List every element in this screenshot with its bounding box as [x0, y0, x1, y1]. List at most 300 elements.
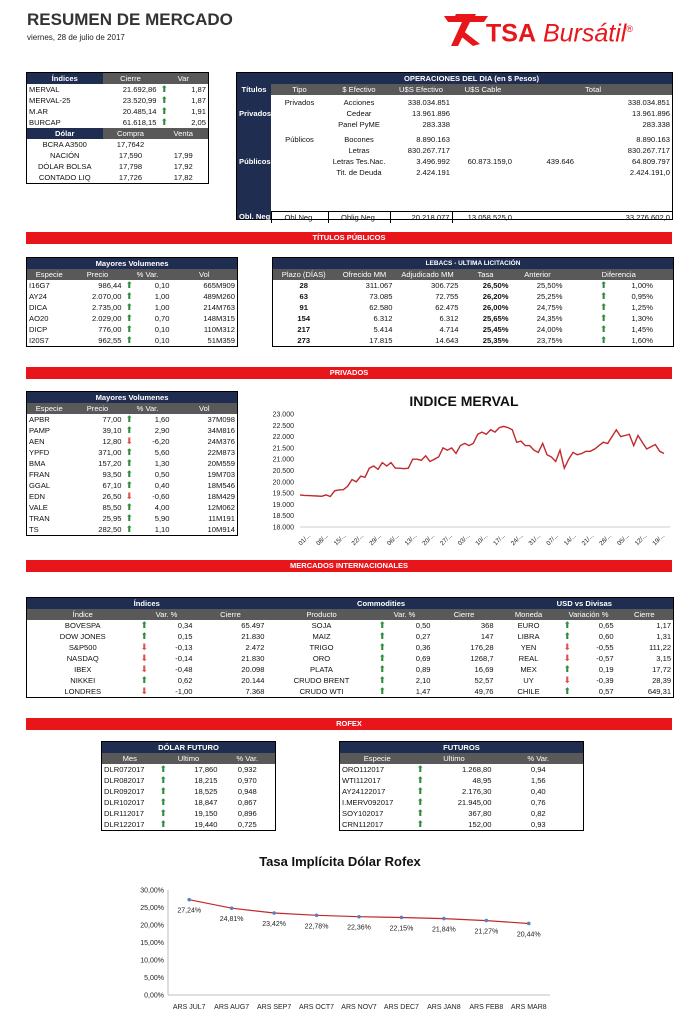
arrow-up-icon: ⬆ — [599, 313, 608, 323]
index-close: 21.830 — [241, 654, 265, 663]
column-header: Ofrecido MM — [335, 269, 395, 280]
currency-close: 28,39 — [652, 676, 672, 685]
arrow-down-icon: ⬇ — [563, 675, 572, 685]
variation-cell — [124, 469, 172, 480]
arrow-up-icon: ⬆ — [125, 524, 134, 534]
anterior: 24,75% — [536, 303, 563, 312]
arrow-down-icon: ⬇ — [563, 653, 572, 663]
x-tick-label: 14/... — [562, 532, 578, 548]
table-row — [27, 609, 674, 620]
data-label: 21,27% — [474, 928, 499, 936]
arrow-up-icon: ⬆ — [159, 764, 168, 774]
variation-value: 0,19 — [598, 665, 614, 674]
anterior: 25,50% — [536, 281, 563, 290]
currency-close: 17,72 — [652, 665, 672, 674]
data-point — [187, 898, 191, 902]
y-tick-label: 0,00% — [144, 992, 164, 1000]
spacer — [390, 178, 452, 189]
x-tick-label: 28/... — [598, 532, 614, 548]
logo-trademark: ® — [626, 24, 633, 34]
dolar-venta — [159, 139, 209, 150]
index-close: 61.618,15 — [122, 118, 157, 127]
section-label: Privados — [239, 109, 271, 118]
dolar-venta: 17,92 — [173, 162, 193, 171]
y-tick-label: 22.000 — [272, 434, 294, 442]
indices-header: Índices — [27, 73, 103, 85]
spacer — [328, 200, 390, 211]
table-row — [273, 291, 674, 302]
table-row — [237, 167, 672, 178]
variation-value: 1,10 — [154, 525, 170, 534]
precio: 776,00 — [98, 325, 122, 334]
spacer — [271, 178, 328, 189]
precio: 39,10 — [102, 426, 122, 435]
especie: I.MERV092017 — [342, 798, 394, 807]
diferencia-value: 1,45% — [631, 325, 653, 334]
variation-value: -1,00 — [175, 687, 193, 696]
table-row — [237, 108, 672, 119]
commodity-name: TRIGO — [309, 643, 334, 652]
column-header: Plazo (DÍAS) — [273, 269, 335, 280]
table-row — [27, 436, 238, 447]
section-label — [237, 134, 271, 145]
ops-cable — [452, 108, 514, 119]
precio: 962,55 — [98, 336, 122, 345]
table-row — [237, 211, 672, 223]
data-label: 23,42% — [262, 921, 286, 929]
y-tick-label: 20.500 — [272, 468, 294, 475]
variation-cell — [159, 84, 209, 95]
especie: AEN — [29, 437, 45, 446]
variation-cell — [139, 631, 195, 642]
variation-cell — [159, 117, 209, 128]
variacion: 0,93 — [530, 820, 546, 829]
variation-value: 2,10 — [415, 676, 431, 685]
x-tick-label: 01/... — [297, 532, 313, 548]
x-tick-label: 31/... — [527, 532, 543, 548]
ops-total: 830.267.717 — [627, 146, 670, 155]
variation-cell — [377, 642, 433, 653]
ops-usd-cable — [514, 145, 576, 156]
especie: BMA — [29, 459, 46, 468]
table-row — [237, 145, 672, 156]
variation-cell — [562, 653, 616, 664]
especie: YPFD — [29, 448, 50, 457]
ofrecido: 73.085 — [369, 292, 393, 301]
variation-value: -6,20 — [152, 437, 170, 446]
intl-commodities-header: Commodities — [267, 598, 496, 610]
variation-value: 0,65 — [598, 621, 614, 630]
tasa: 25,65% — [482, 314, 509, 323]
ops-usd-efectivo: 338.034.851 — [407, 98, 450, 107]
variation-cell — [124, 324, 172, 335]
variation-value: 0,10 — [154, 336, 170, 345]
commodity-close: 368 — [480, 621, 494, 630]
rofex-rate-chart — [120, 850, 570, 1020]
futuros-table — [339, 741, 584, 831]
international-table — [26, 597, 674, 698]
diferencia — [565, 313, 674, 324]
ops-total: 2.424.191,0 — [629, 168, 670, 177]
especie: TS — [29, 525, 39, 534]
ops-producto: Bocones — [344, 135, 374, 144]
table-row — [27, 491, 238, 502]
spacer — [237, 200, 271, 211]
table-row — [340, 819, 584, 831]
section-bar-internacionales: MERCADOS INTERNACIONALES — [26, 560, 672, 572]
volumen: 19M703 — [207, 470, 235, 479]
variation-cell — [124, 280, 172, 291]
variation-cell — [158, 797, 220, 808]
variation-cell — [562, 620, 616, 631]
variation-value: 19,440 — [194, 820, 218, 829]
ops-tipo — [271, 119, 328, 130]
variation-cell — [139, 642, 195, 653]
variation-value: 0,50 — [415, 621, 431, 630]
column-header: Anterior — [511, 269, 565, 280]
y-tick-label: 20.000 — [272, 479, 294, 487]
column-header: Vol — [172, 403, 238, 414]
column-header: % Var. — [220, 753, 276, 764]
ops-empty — [514, 119, 576, 130]
spacer — [576, 200, 672, 211]
ops-tipo — [271, 167, 328, 178]
currency-close: 649,31 — [647, 687, 672, 696]
spacer — [237, 189, 271, 200]
arrow-up-icon: ⬆ — [125, 502, 134, 512]
table-row — [27, 302, 238, 313]
especie: SOY102017 — [342, 809, 384, 818]
variacion: 0,94 — [530, 765, 546, 774]
plazo: 217 — [297, 325, 311, 334]
variation-value: -0,13 — [175, 643, 193, 652]
table-row — [27, 269, 238, 280]
currency-name: YEN — [520, 643, 537, 652]
table-row — [27, 620, 674, 631]
variation-cell — [415, 786, 494, 797]
commodity-close: 49,76 — [474, 687, 494, 696]
y-tick-label: 19.500 — [272, 490, 294, 498]
mes: DLR092017 — [104, 787, 145, 796]
x-tick-label: 29/... — [368, 532, 384, 548]
futuros-title: FUTUROS — [340, 742, 584, 754]
mes: DLR112017 — [104, 809, 144, 818]
variacion: 1,56 — [530, 776, 546, 785]
operaciones-title: OPERACIONES DEL DIA (en $ Pesos) — [271, 73, 672, 84]
column-header: Cierre — [195, 609, 267, 620]
variation-value: -0,55 — [596, 643, 614, 652]
section-label — [237, 97, 271, 108]
ops-usd-efectivo: 13.961.896 — [411, 109, 450, 118]
dolar-name: CONTADO LIQ — [38, 173, 91, 182]
table-row — [102, 753, 276, 764]
variation-cell — [139, 620, 195, 631]
data-label: 21,84% — [432, 926, 456, 934]
ops-empty — [514, 108, 576, 119]
variation-cell — [139, 686, 195, 698]
data-point — [357, 915, 361, 919]
variacion: 0,76 — [530, 798, 546, 807]
variacion: 0,867 — [237, 798, 257, 807]
adjudicado: 6.312 — [439, 314, 459, 323]
table-row — [27, 631, 674, 642]
especie: DICA — [29, 303, 48, 312]
commodity-close: 16,69 — [474, 665, 494, 674]
table-row — [27, 139, 209, 150]
table-row — [27, 291, 238, 302]
volumen: 10M914 — [207, 525, 235, 534]
table-row — [27, 95, 209, 106]
ofrecido: 6.312 — [373, 314, 393, 323]
commodity-name: CRUDO WTI — [299, 687, 344, 696]
arrow-up-icon: ⬆ — [416, 786, 425, 796]
table-row — [273, 324, 674, 335]
chart-title: INDICE MERVAL — [409, 393, 519, 409]
arrow-up-icon: ⬆ — [159, 786, 168, 796]
ops-tipo: Públicos — [285, 135, 314, 144]
arrow-up-icon: ⬆ — [378, 631, 387, 641]
ops-obl-cable: 13.058.525,0 — [452, 211, 514, 223]
arrow-down-icon: ⬇ — [125, 436, 134, 446]
table-row — [102, 786, 276, 797]
x-tick-label: 27/... — [438, 532, 454, 548]
column-header: Mes — [102, 753, 158, 764]
variation-value: 17,860 — [194, 765, 218, 774]
section-bar-privados: PRIVADOS — [26, 367, 672, 379]
ops-usd-efectivo: 283.338 — [422, 120, 450, 129]
data-label: 22,15% — [389, 925, 414, 933]
table-row — [27, 403, 238, 414]
index-close: 20.098 — [241, 665, 265, 674]
ops-usd-efectivo: 2.424.191 — [416, 168, 450, 177]
column-header: Cierre — [433, 609, 496, 620]
precio: 2.070,00 — [91, 292, 122, 301]
logo-text: Bursátil — [542, 19, 627, 48]
y-tick-label: 21.000 — [272, 456, 294, 464]
variation-value: 5,60 — [154, 448, 170, 457]
spacer — [576, 178, 672, 189]
data-point — [315, 913, 319, 917]
spacer — [452, 178, 514, 189]
ops-cable — [452, 97, 514, 108]
arrow-up-icon: ⬆ — [563, 686, 572, 696]
especie: DICP — [29, 325, 48, 334]
ops-obl-usd_ef: 20.218.077 — [390, 211, 452, 223]
variation-cell — [124, 491, 172, 502]
publicos-volumes-table — [26, 257, 238, 347]
ops-usd-efectivo: 830.267.717 — [407, 146, 450, 155]
variation-value: 2.176,30 — [461, 787, 492, 796]
index-name: IBEX — [74, 665, 92, 674]
variation-value: 0,60 — [598, 632, 614, 641]
table-row — [27, 106, 209, 117]
variation-value: 1,47 — [415, 687, 431, 696]
variation-cell — [124, 414, 172, 425]
data-point — [527, 922, 531, 926]
precio: 2.029,00 — [91, 314, 122, 323]
arrow-up-icon: ⬆ — [125, 458, 134, 468]
table-row — [27, 675, 674, 686]
variation-value: 0,34 — [177, 621, 193, 630]
table-row — [27, 642, 674, 653]
ops-tipo — [271, 108, 328, 119]
especie: FRAN — [29, 470, 50, 479]
diferencia-value: 1,60% — [631, 336, 653, 345]
diferencia-value: 1,00% — [631, 281, 653, 290]
diferencia-value: 1,30% — [631, 314, 653, 323]
commodity-name: CRUDO BRENT — [293, 676, 350, 685]
precio: 12,80 — [102, 437, 122, 446]
variation-value: 1,60 — [154, 415, 170, 424]
arrow-up-icon: ⬆ — [160, 84, 169, 94]
variation-value: 0,70 — [154, 314, 170, 323]
spacer — [328, 178, 390, 189]
variation-cell — [124, 335, 172, 347]
venta-header: Venta — [159, 128, 209, 139]
var-header: Var — [159, 73, 209, 85]
y-tick-label: 18.000 — [272, 524, 294, 532]
diferencia — [565, 280, 674, 291]
index-name: NIKKEI — [70, 676, 96, 685]
index-name: DOW JONES — [59, 632, 106, 641]
table-row — [237, 200, 672, 211]
column-header: Tasa — [461, 269, 511, 280]
table-row — [273, 269, 674, 280]
plazo: 273 — [297, 336, 311, 345]
x-tick-label: 05/... — [615, 532, 631, 548]
ops-total: 8.890.163 — [636, 135, 670, 144]
precio: 67,10 — [102, 481, 122, 490]
ops-producto: Acciones — [343, 98, 375, 107]
precio: 157,20 — [98, 459, 122, 468]
plazo: 154 — [297, 314, 311, 323]
especie: I20S7 — [29, 336, 49, 345]
arrow-up-icon: ⬆ — [563, 631, 572, 641]
index-close: 65.497 — [241, 621, 265, 630]
variation-cell — [377, 675, 433, 686]
variation-cell — [124, 513, 172, 524]
y-tick-label: 19.000 — [272, 501, 294, 509]
y-tick-label: 15,00% — [140, 940, 164, 947]
privados-volumes-title: Mayores Volumenes — [27, 392, 238, 404]
volumen: 22M873 — [207, 448, 235, 457]
column-header: Adjudicado MM — [395, 269, 461, 280]
column-header: % Var. — [124, 269, 172, 280]
variation-cell — [415, 808, 494, 819]
variation-cell — [124, 425, 172, 436]
column-header: Especie — [27, 269, 72, 280]
variation-value: 1,00 — [154, 303, 170, 312]
plazo: 91 — [299, 303, 308, 312]
mes: DLR082017 — [104, 776, 145, 785]
arrow-up-icon: ⬆ — [160, 95, 169, 105]
variation-cell — [124, 291, 172, 302]
especie: VALE — [29, 503, 48, 512]
table-row — [27, 150, 209, 161]
y-tick-label: 20,00% — [140, 922, 164, 930]
variation-cell — [158, 786, 220, 797]
operaciones-table — [237, 84, 672, 95]
arrow-up-icon: ⬆ — [160, 106, 169, 116]
arrow-down-icon: ⬇ — [563, 642, 572, 652]
table-row — [27, 313, 238, 324]
adjudicado: 62.475 — [435, 303, 459, 312]
arrow-up-icon: ⬆ — [125, 425, 134, 435]
ops-total: 64.809.797 — [631, 157, 670, 166]
y-tick-label: 30,00% — [140, 887, 164, 895]
arrow-up-icon: ⬆ — [416, 764, 425, 774]
arrow-up-icon: ⬆ — [125, 469, 134, 479]
adjudicado: 72.755 — [435, 292, 459, 301]
dolar-compra: 17,590 — [118, 151, 143, 160]
variation-value: 0,15 — [177, 632, 193, 641]
intl-usd-header: USD vs Divisas — [496, 598, 674, 610]
table-row — [102, 775, 276, 786]
table-row — [27, 172, 209, 184]
especie: I16G7 — [29, 281, 50, 290]
dolar-name: NACIÓN — [49, 151, 80, 160]
table-row — [27, 513, 238, 524]
arrow-down-icon: ⬇ — [125, 491, 134, 501]
table-row — [102, 808, 276, 819]
table-row — [27, 161, 209, 172]
variation-cell — [562, 642, 616, 653]
arrow-up-icon: ⬆ — [140, 675, 149, 685]
arrow-up-icon: ⬆ — [125, 414, 134, 424]
arrow-up-icon: ⬆ — [125, 480, 134, 490]
x-tick-label: ARS AUG7 — [214, 1004, 250, 1011]
arrow-up-icon: ⬆ — [125, 302, 134, 312]
table-row — [27, 84, 209, 95]
variacion: 0,82 — [530, 809, 546, 818]
arrow-up-icon: ⬆ — [160, 117, 169, 127]
column-header: Precio — [72, 269, 124, 280]
column-header: Ultimo — [415, 753, 494, 764]
index-close: 23.520,99 — [122, 96, 157, 105]
x-tick-label: 10/... — [474, 532, 490, 548]
column-header: Ultimo — [158, 753, 220, 764]
plazo: 28 — [299, 281, 308, 290]
spacer — [328, 189, 390, 200]
variation-value: 0,69 — [415, 654, 431, 663]
table-row — [27, 425, 238, 436]
table-row — [340, 786, 584, 797]
ops-usd-cable — [514, 134, 576, 145]
volumen: 665M909 — [203, 281, 235, 290]
spacer — [390, 189, 452, 200]
volumen: 20M559 — [207, 459, 235, 468]
table-row — [27, 335, 238, 347]
dolar-header: Dólar — [27, 128, 103, 139]
ops-cable — [452, 145, 514, 156]
arrow-up-icon: ⬆ — [563, 664, 572, 674]
table-row — [340, 764, 584, 775]
data-label: 20,44% — [516, 931, 541, 939]
table-row — [27, 686, 674, 698]
column-header: Vol — [172, 269, 238, 280]
especie: AY24122017 — [342, 787, 386, 796]
precio: 26,50 — [102, 492, 122, 501]
ops-usd-cable — [514, 167, 576, 178]
variation-cell — [158, 764, 220, 775]
arrow-up-icon: ⬆ — [378, 675, 387, 685]
arrow-up-icon: ⬆ — [125, 324, 134, 334]
x-tick-label: 21/... — [580, 532, 596, 548]
spacer — [514, 178, 576, 189]
index-close: 2.472 — [245, 643, 265, 652]
currency-name: MEX — [520, 665, 537, 674]
index-name: MERVAL — [29, 85, 60, 94]
